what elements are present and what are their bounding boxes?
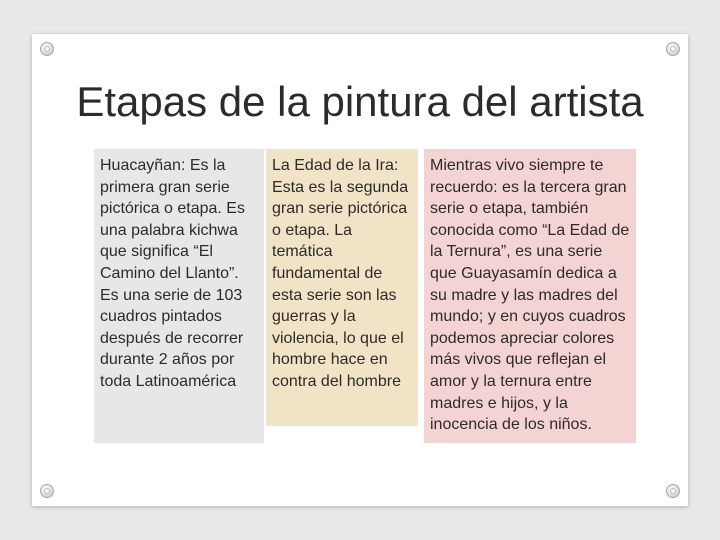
slide-title: Etapas de la pintura del artista: [76, 78, 644, 125]
pushpin-icon: [40, 42, 54, 56]
column-edad-de-la-ternura: Mientras vivo siempre te recuerdo: es la tercera gran serie o etapa, también conocida como “La Edad de la Ternura”, es una serie que Guayasamín dedica a su madre y las madres del mundo; y en cuyos cuadros podemos apreciar colores más vivos que reflejan el amor y la ternura entre madres e hijos, y la inocencia de los niños.: [424, 149, 636, 443]
pushpin-icon: [40, 484, 54, 498]
column-edad-de-la-ira: La Edad de la Ira: Esta es la segunda gran serie pictórica o etapa. La temática fundamental de esta serie son las guerras y la violencia, lo que el hombre hace en contra del hombre: [266, 149, 418, 426]
pushpin-icon: [666, 42, 680, 56]
pushpin-icon: [666, 484, 680, 498]
column-huacaynan: Huacayñan: Es la primera gran serie pictórica o etapa. Es una palabra kichwa que significa “El Camino del Llanto”. Es una serie de 103 cuadros pintados después de recorrer durante 2 años por toda Latinoamérica: [94, 149, 264, 443]
